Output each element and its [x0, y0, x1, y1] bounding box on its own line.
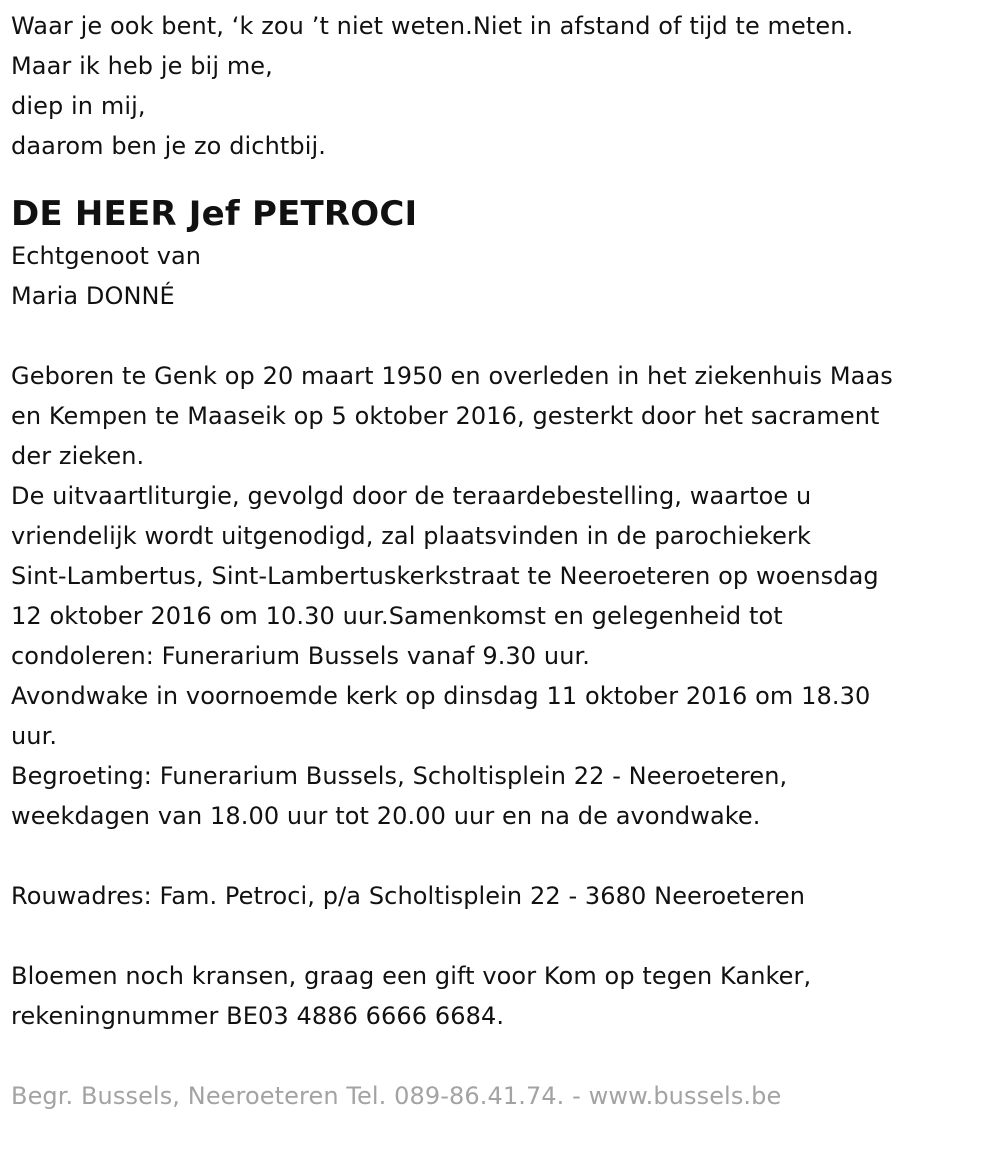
body-line: weekdagen van 18.00 uur tot 20.00 uur en na de avondwake. [11, 802, 761, 830]
spacer [11, 316, 1000, 356]
relation-label: Echtgenoot van [11, 242, 202, 270]
mourning-address: Rouwadres: Fam. Petroci, p/a Scholtisplein 22 - 3680 Neeroeteren [11, 882, 806, 910]
funeral-home-footer: Begr. Bussels, Neeroeteren Tel. 089-86.41.74. - www.bussels.be [11, 1082, 782, 1110]
spacer [11, 916, 1000, 956]
body-line: Sint-Lambertus, Sint-Lambertuskerkstraat te Neeroeteren op woensdag [11, 562, 879, 590]
poem-line: diep in mij, [11, 92, 146, 120]
donation-info [11, 956, 1000, 1036]
donation-line: rekeningnummer BE03 4886 6666 6684. [11, 1002, 505, 1030]
spacer [11, 836, 1000, 876]
poem-line: Maar ik heb je bij me, [11, 52, 273, 80]
poem [11, 6, 1000, 166]
body-line: uur. [11, 722, 58, 750]
body-line: Begroeting: Funerarium Bussels, Scholtisplein 22 - Neeroeteren, [11, 762, 788, 790]
spacer [11, 1036, 1000, 1076]
body-line: Geboren te Genk op 20 maart 1950 en overleden in het ziekenhuis Maas [11, 362, 893, 390]
body-line: condoleren: Funerarium Bussels vanaf 9.30 uur. [11, 642, 591, 670]
deceased-name: DE HEER Jef PETROCI [11, 194, 418, 234]
body-line: vriendelijk wordt uitgenodigd, zal plaatsvinden in de parochiekerk [11, 522, 811, 550]
body-line: 12 oktober 2016 om 10.30 uur.Samenkomst en gelegenheid tot [11, 602, 783, 630]
notice-body [11, 356, 1000, 836]
spouse-info [11, 236, 1000, 316]
donation-line: Bloemen noch kransen, graag een gift voor Kom op tegen Kanker, [11, 962, 812, 990]
spouse-name: Maria DONNÉ [11, 282, 175, 310]
poem-line: daarom ben je zo dichtbij. [11, 132, 327, 160]
body-line: Avondwake in voornoemde kerk op dinsdag 11 oktober 2016 om 18.30 [11, 682, 871, 710]
body-line: der zieken. [11, 442, 145, 470]
poem-line: Waar je ook bent, ‘k zou ’t niet weten.Niet in afstand of tijd te meten. [11, 12, 854, 40]
body-line: De uitvaartliturgie, gevolgd door de teraardebestelling, waartoe u [11, 482, 812, 510]
body-line: en Kempen te Maaseik op 5 oktober 2016, gesterkt door het sacrament [11, 402, 880, 430]
